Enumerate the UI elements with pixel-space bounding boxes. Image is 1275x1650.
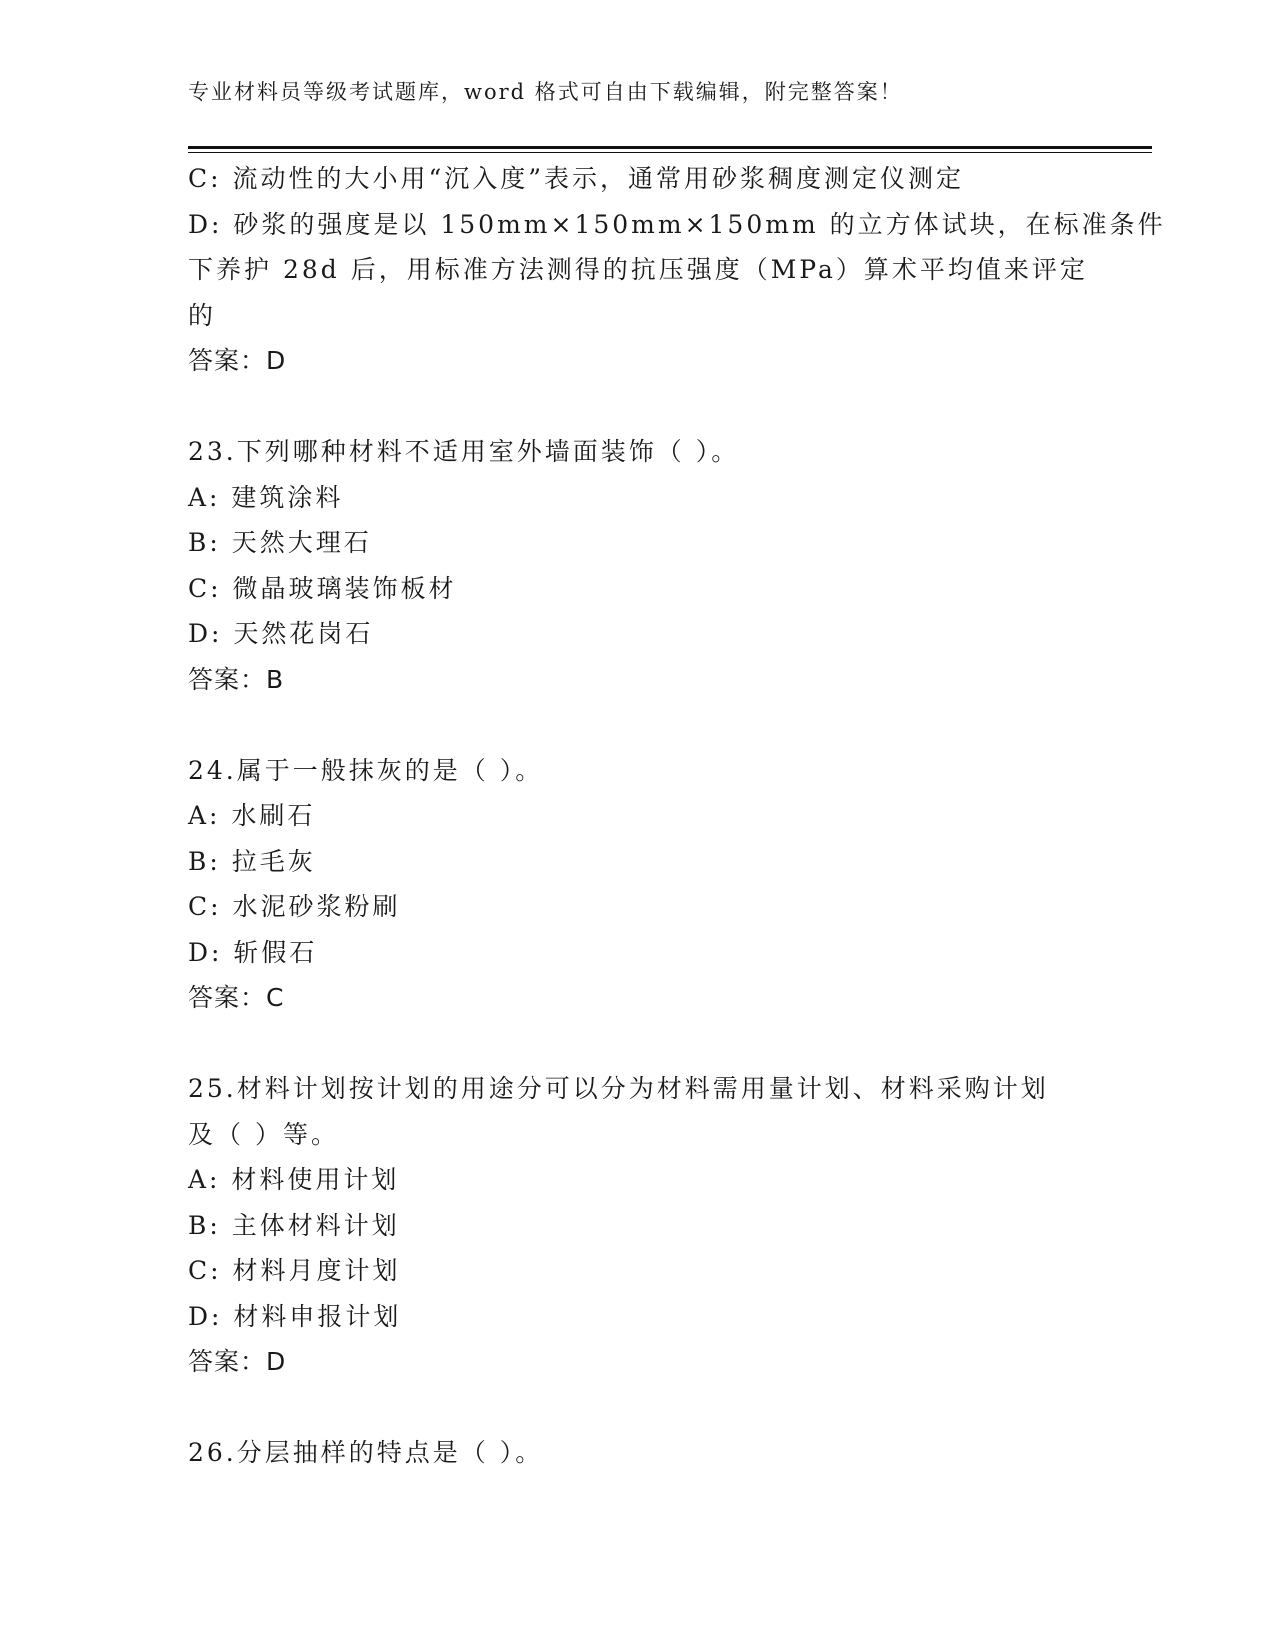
option-d: D: 材料申报计划 (188, 1301, 402, 1331)
option-d-continued: 下养护 28d 后，用标准方法测得的抗压强度（MPa）算术平均值来评定 (188, 255, 1088, 284)
option-c: C: 微晶玻璃装饰板材 (188, 573, 457, 603)
prev-question-block (188, 156, 1166, 384)
option-c: C: 流动性的大小用“沉入度”表示，通常用砂浆稠度测定仪测定 (188, 164, 965, 193)
question-stem: 26.分层抽样的特点是（ ）。 (188, 1438, 544, 1467)
option-a: A: 建筑涂料 (188, 482, 344, 512)
header-rule-thin (188, 152, 1152, 153)
question-25 (188, 1066, 1088, 1385)
question-stem: 25.材料计划按计划的用途分可以分为材料需用量计划、材料采购计划 (188, 1074, 1049, 1103)
answer-line: 答案：D (188, 1347, 287, 1376)
question-content (188, 156, 1166, 1476)
question-24 (188, 748, 1088, 1021)
answer-line: 答案：C (188, 983, 285, 1012)
option-c: C: 水泥砂浆粉刷 (188, 892, 401, 921)
question-23 (188, 429, 1088, 702)
question-stem-continued: 及（ ）等。 (188, 1119, 339, 1149)
spacer (188, 384, 1088, 430)
option-b: B: 拉毛灰 (188, 846, 316, 876)
option-d-continued: 的 (188, 300, 217, 330)
question-26 (188, 1430, 1088, 1476)
question-stem: 24.属于一般抹灰的是（ ）。 (188, 755, 544, 785)
answer-line: 答案：B (188, 664, 285, 694)
page-header: 专业材料员等级考试题库，word 格式可自由下载编辑，附完整答案！ (188, 80, 903, 104)
option-b: B: 主体材料计划 (188, 1210, 400, 1240)
option-c: C: 材料月度计划 (188, 1256, 401, 1285)
header-rule-thick (188, 146, 1152, 149)
spacer (188, 702, 1088, 748)
option-d: D: 斩假石 (188, 937, 318, 967)
option-d: D: 砂浆的强度是以 150mm×150mm×150mm 的立方体试块，在标准条件 (188, 209, 1166, 239)
option-a: A: 水刷石 (188, 801, 316, 830)
answer-line: 答案：D (188, 346, 287, 375)
spacer (188, 1385, 1088, 1431)
question-stem: 23.下列哪种材料不适用室外墙面装饰（ ）。 (188, 437, 740, 466)
spacer (188, 1021, 1088, 1067)
option-a: A: 材料使用计划 (188, 1165, 400, 1194)
option-d: D: 天然花岗石 (188, 619, 374, 648)
option-b: B: 天然大理石 (188, 528, 372, 557)
